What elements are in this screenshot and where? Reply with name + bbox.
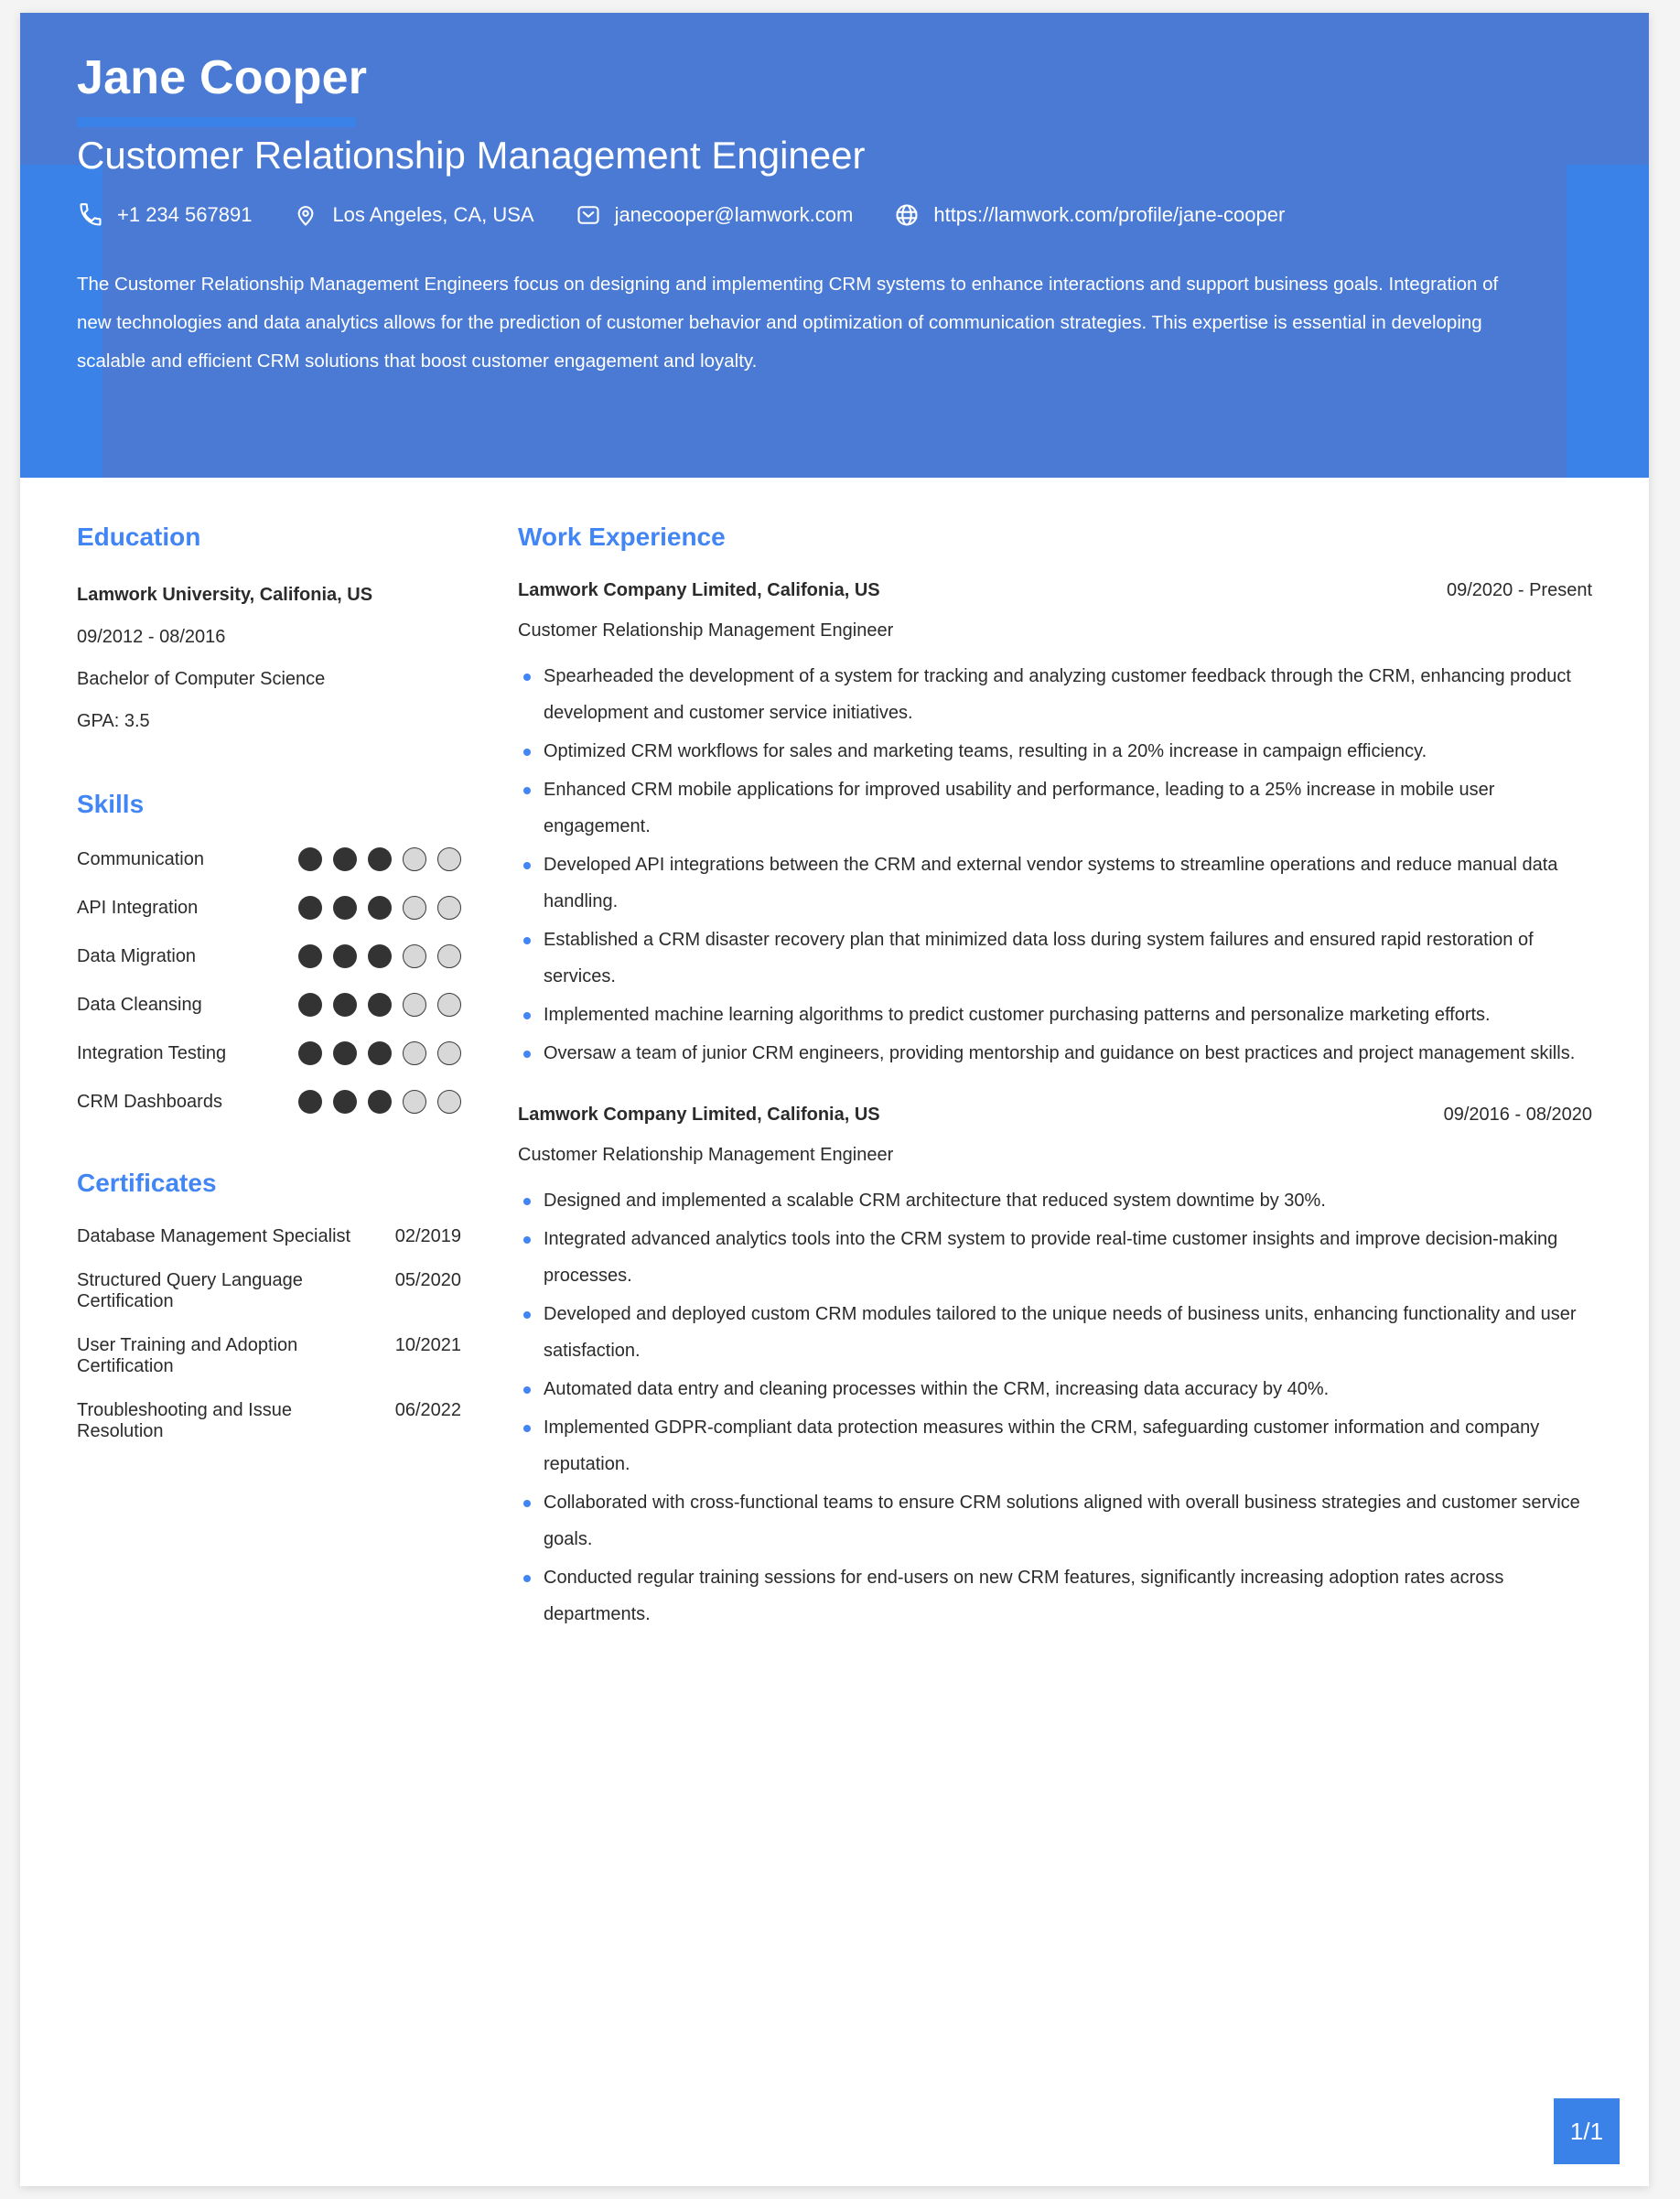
skill-dot-filled [333, 944, 357, 968]
certificate-date: 02/2019 [394, 1225, 461, 1246]
skill-label: Data Cleansing [77, 995, 202, 1016]
skill-dot-filled [333, 847, 357, 871]
certificate-row [77, 1400, 461, 1442]
work-experience-role: Customer Relationship Management Engineer [518, 620, 894, 641]
skill-dot-empty [437, 896, 461, 920]
work-experience-bullet: Developed and deployed custom CRM modules tailored to the unique needs of business units, enhancing functionality and user satisfaction. [518, 1296, 1592, 1369]
skill-label: Integration Testing [77, 1043, 227, 1064]
profile-summary: The Customer Relationship Management Engineers focus on designing and implementing CRM systems to enhance interactions and support business goals. Integration of new technologies and data analytics allows for the prediction of customer behavior and optimization of communication strategies. This expertise is essential in developing scalable and efficient CRM solutions that boost customer engagement and loyalty. [77, 274, 1499, 372]
skill-dot-filled [333, 896, 357, 920]
skill-level-dots [287, 896, 461, 920]
skill-dot-empty [437, 1041, 461, 1065]
contact-location[interactable] [292, 201, 533, 229]
skill-dot-filled [368, 944, 392, 968]
skill-row [77, 895, 461, 921]
work-experience-bullet: Collaborated with cross-functional teams to ensure CRM solutions aligned with overall business strategies and customer service goals. [518, 1484, 1592, 1558]
skill-dot-filled [333, 1041, 357, 1065]
globe-icon [893, 201, 921, 229]
resume-sheet [20, 13, 1649, 2186]
skills-section [77, 789, 461, 1116]
work-experience-list [518, 580, 1592, 1633]
skill-label: API Integration [77, 898, 199, 919]
skill-dot-empty [437, 1090, 461, 1114]
work-experience-bullets [518, 658, 1592, 1072]
skill-dot-empty [403, 944, 426, 968]
certificate-date: 06/2022 [394, 1399, 461, 1420]
skill-dot-filled [298, 993, 322, 1017]
work-experience-bullet: Established a CRM disaster recovery plan that minimized data loss during system failures and ensured rapid restoration of services. [518, 922, 1592, 995]
skill-level-dots [287, 1041, 461, 1065]
candidate-job-title: Customer Relationship Management Engineer [77, 133, 866, 177]
work-experience-section-title: Work Experience [518, 523, 726, 551]
skill-dot-filled [368, 896, 392, 920]
skill-dot-filled [368, 1041, 392, 1065]
phone-icon [77, 201, 104, 229]
skills-section-title: Skills [77, 789, 145, 818]
certificates-section-title: Certificates [77, 1169, 217, 1198]
skill-row [77, 846, 461, 872]
skill-dot-empty [403, 896, 426, 920]
location-pin-icon [292, 201, 319, 229]
skill-level-dots [287, 993, 461, 1017]
work-experience-bullet: Automated data entry and cleaning processes within the CRM, increasing data accuracy by 40%. [518, 1371, 1592, 1407]
contact-row [77, 201, 1592, 229]
skill-row [77, 1089, 461, 1115]
contact-phone[interactable] [77, 201, 252, 229]
skill-row [77, 1040, 461, 1066]
work-experience-bullet: Implemented machine learning algorithms to predict customer purchasing patterns and personalize marketing efforts. [518, 997, 1592, 1033]
skill-dot-empty [437, 847, 461, 871]
certificate-row [77, 1335, 461, 1377]
work-experience-separator [518, 1079, 1592, 1105]
skill-dot-empty [403, 847, 426, 871]
contact-email[interactable] [575, 201, 854, 229]
certificate-name: Database Management Specialist [77, 1225, 351, 1246]
certificate-row [77, 1270, 461, 1312]
name-underline-accent [77, 117, 356, 127]
skill-dot-empty [403, 1090, 426, 1114]
skill-dot-filled [298, 1041, 322, 1065]
work-experience-role: Customer Relationship Management Engineer [518, 1144, 894, 1165]
work-experience-bullet: Conducted regular training sessions for end-users on new CRM features, significantly increasing adoption rates across departments. [518, 1559, 1592, 1633]
education-degree: Bachelor of Computer Science [77, 668, 326, 689]
education-entry [77, 580, 461, 736]
candidate-name: Jane Cooper [77, 51, 368, 104]
certificates-list [77, 1226, 461, 1442]
work-experience-header [518, 580, 1592, 601]
work-experience-bullet: Enhanced CRM mobile applications for improved usability and performance, leading to a 25% increase in mobile user engagement. [518, 771, 1592, 845]
skill-dot-filled [298, 944, 322, 968]
certificate-row [77, 1226, 461, 1247]
education-dates: 09/2012 - 08/2016 [77, 626, 226, 647]
education-gpa: GPA: 3.5 [77, 710, 150, 731]
education-organization: Lamwork University, Califonia, US [77, 584, 373, 605]
skill-level-dots [287, 944, 461, 968]
work-experience-entry [518, 1105, 1592, 1633]
education-section [77, 522, 461, 736]
work-experience-bullets [518, 1182, 1592, 1633]
work-experience-bullet: Implemented GDPR-compliant data protection measures within the CRM, safeguarding customer information and company reputation. [518, 1409, 1592, 1482]
left-column [77, 522, 498, 1465]
work-experience-bullet: Developed API integrations between the CRM and external vendor systems to streamline operations and reduce manual data handling. [518, 846, 1592, 920]
skills-list [77, 846, 461, 1115]
work-experience-dates: 09/2020 - Present [1447, 579, 1592, 600]
skill-dot-empty [437, 944, 461, 968]
skill-level-dots [287, 1090, 461, 1114]
skill-dot-filled [333, 1090, 357, 1114]
work-experience-entry [518, 580, 1592, 1072]
work-experience-dates: 09/2016 - 08/2020 [1443, 1104, 1592, 1125]
skill-dot-filled [298, 847, 322, 871]
contact-location-text: Los Angeles, CA, USA [332, 203, 534, 227]
skill-level-dots [287, 847, 461, 871]
skill-dot-empty [403, 993, 426, 1017]
contact-email-text: janecooper@lamwork.com [614, 203, 854, 227]
work-experience-bullet: Optimized CRM workflows for sales and marketing teams, resulting in a 20% increase in campaign efficiency. [518, 733, 1592, 770]
skill-dot-filled [368, 1090, 392, 1114]
skill-label: Data Migration [77, 946, 197, 967]
skill-dot-filled [298, 1090, 322, 1114]
skill-dot-filled [333, 993, 357, 1017]
contact-phone-text: +1 234 567891 [117, 203, 253, 227]
work-experience-bullet: Designed and implemented a scalable CRM architecture that reduced system downtime by 30%. [518, 1182, 1592, 1219]
skill-dot-filled [368, 993, 392, 1017]
right-column [498, 522, 1592, 1640]
certificates-section [77, 1168, 461, 1442]
work-experience-bullet: Integrated advanced analytics tools into the CRM system to provide real-time customer insights and improve decision-making processes. [518, 1221, 1592, 1294]
skill-label: Communication [77, 849, 204, 870]
skill-label: CRM Dashboards [77, 1092, 222, 1113]
skill-row [77, 943, 461, 969]
skill-dot-filled [298, 896, 322, 920]
resume-header [20, 13, 1649, 478]
work-experience-bullet: Oversaw a team of junior CRM engineers, providing mentorship and guidance on best practices and project management skills. [518, 1035, 1592, 1072]
certificate-name: Structured Query Language Certification [77, 1269, 303, 1311]
certificate-date: 10/2021 [394, 1334, 461, 1355]
page-indicator-badge: 1/1 [1554, 2098, 1620, 2164]
skill-row [77, 992, 461, 1018]
skill-dot-empty [437, 993, 461, 1017]
resume-body [20, 478, 1649, 1640]
skill-dot-empty [403, 1041, 426, 1065]
contact-website[interactable] [893, 201, 1285, 229]
certificate-date: 05/2020 [394, 1269, 461, 1290]
work-experience-organization: Lamwork Company Limited, Califonia, US [518, 1104, 880, 1125]
work-experience-header [518, 1105, 1592, 1126]
work-experience-bullet: Spearheaded the development of a system for tracking and analyzing customer feedback through the CRM, enhancing product development and customer service initiatives. [518, 658, 1592, 731]
skill-dot-filled [368, 847, 392, 871]
education-section-title: Education [77, 523, 201, 551]
contact-website-text: https://lamwork.com/profile/jane-cooper [933, 203, 1286, 227]
certificate-name: User Training and Adoption Certification [77, 1334, 298, 1376]
envelope-icon [575, 201, 602, 229]
work-experience-organization: Lamwork Company Limited, Califonia, US [518, 579, 880, 600]
certificate-name: Troubleshooting and Issue Resolution [77, 1399, 292, 1441]
